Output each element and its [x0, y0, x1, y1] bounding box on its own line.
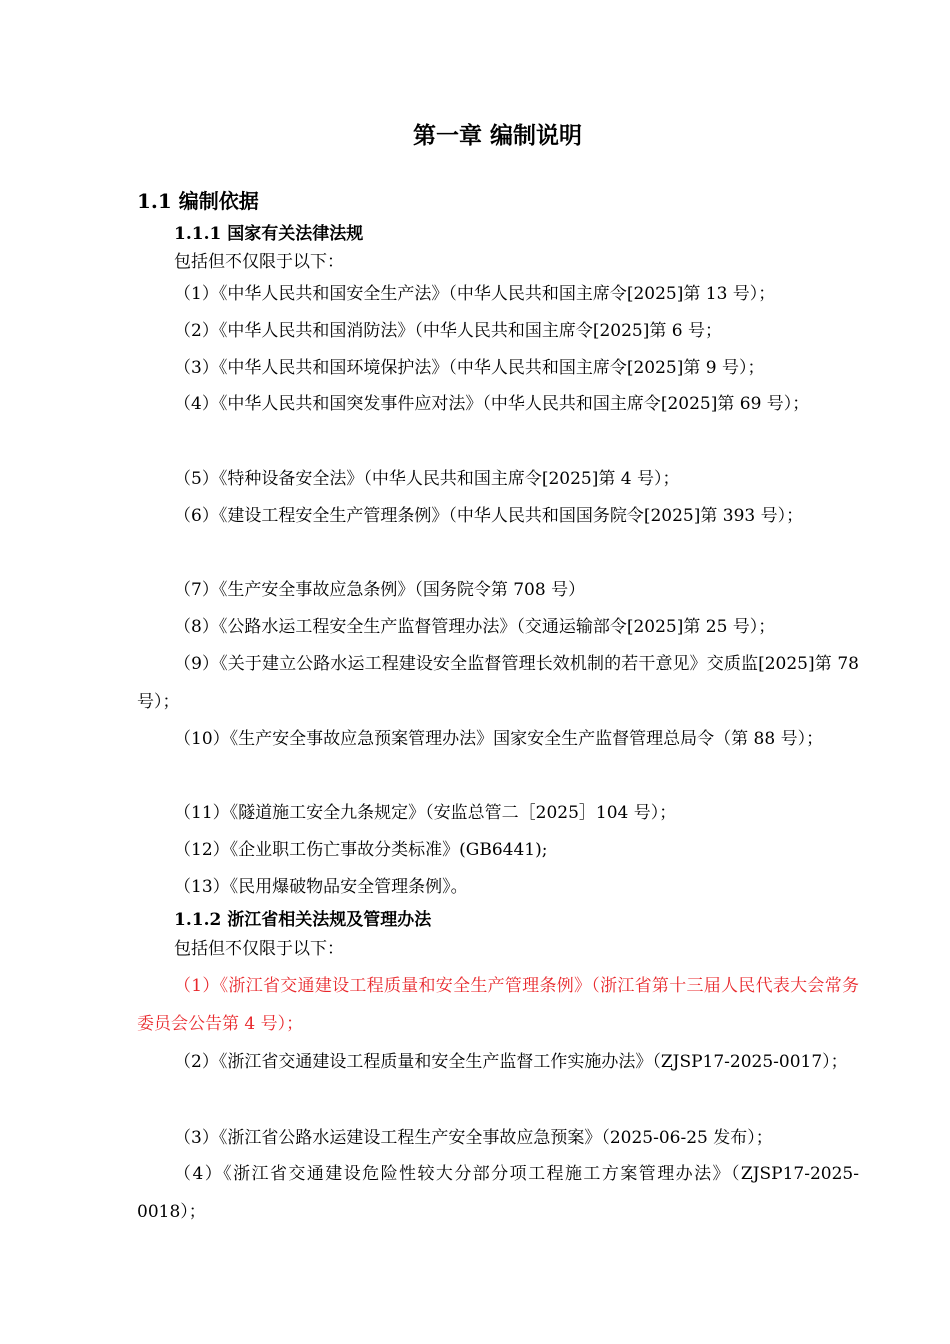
- list-item: （3）《中华人民共和国环境保护法》（中华人民共和国主席令[2025]第 9 号）；: [174, 358, 765, 378]
- list-item: （6）《建设工程安全生产管理条例》（中华人民共和国国务院令[2025]第 393 号）；: [174, 506, 804, 526]
- list-item: （4）《中华人民共和国突发事件应对法》（中华人民共和国主席令[2025]第 69 号）；: [174, 394, 810, 414]
- section-heading-1-1: 1.1 编制依据: [137, 189, 259, 213]
- list-item: （13）《民用爆破物品安全管理条例》。: [174, 877, 468, 897]
- list-item: （3）《浙江省公路水运建设工程生产安全事故应急预案》（2025-06-25 发布）；: [174, 1128, 773, 1148]
- subsection-heading-1-1-1: 1.1.1 国家有关法律法规: [174, 224, 364, 244]
- list-item: （11）《隧道施工安全九条规定》（安监总管二［2025］104 号）；: [174, 803, 677, 823]
- list-item: （12）《企业职工伤亡事故分类标准》(GB6441);: [174, 840, 548, 860]
- list-item: （2）《浙江省交通建设工程质量和安全生产监督工作实施办法》（ZJSP17-2025-0017）；: [174, 1052, 848, 1072]
- intro-paragraph: 包括但不仅限于以下：: [174, 252, 344, 272]
- subsection-heading-1-1-2: 1.1.2 浙江省相关法规及管理办法: [174, 910, 432, 930]
- list-item: （1）《中华人民共和国安全生产法》（中华人民共和国主席令[2025]第 13 号）；: [174, 284, 776, 304]
- list-item: （10）《生产安全事故应急预案管理办法》国家安全生产监督管理总局令（第 88 号）；: [174, 729, 824, 749]
- list-item: （9）《关于建立公路水运工程建设安全监督管理长效机制的若干意见》交质监[2025]第 78 号）；: [137, 654, 859, 712]
- list-item: （7）《生产安全事故应急条例》（国务院令第 708 号）: [174, 580, 586, 600]
- list-item: （2）《中华人民共和国消防法》（中华人民共和国主席令[2025]第 6 号；: [174, 321, 722, 341]
- list-item: （8）《公路水运工程安全生产监督管理办法》（交通运输部令[2025]第 25 号）；: [174, 617, 776, 637]
- list-item: （4）《浙江省交通建设危险性较大分部分项工程施工方案管理办法》（ZJSP17-2025-0018）；: [137, 1164, 859, 1222]
- list-item-highlighted: （1）《浙江省交通建设工程质量和安全生产管理条例》（浙江省第十三届人民代表大会常务委员会公告第 4 号）；: [137, 976, 859, 1034]
- chapter-title: 第一章 编制说明: [412, 122, 582, 149]
- intro-paragraph: 包括但不仅限于以下：: [174, 939, 344, 959]
- list-item: （5）《特种设备安全法》（中华人民共和国主席令[2025]第 4 号）；: [174, 469, 680, 489]
